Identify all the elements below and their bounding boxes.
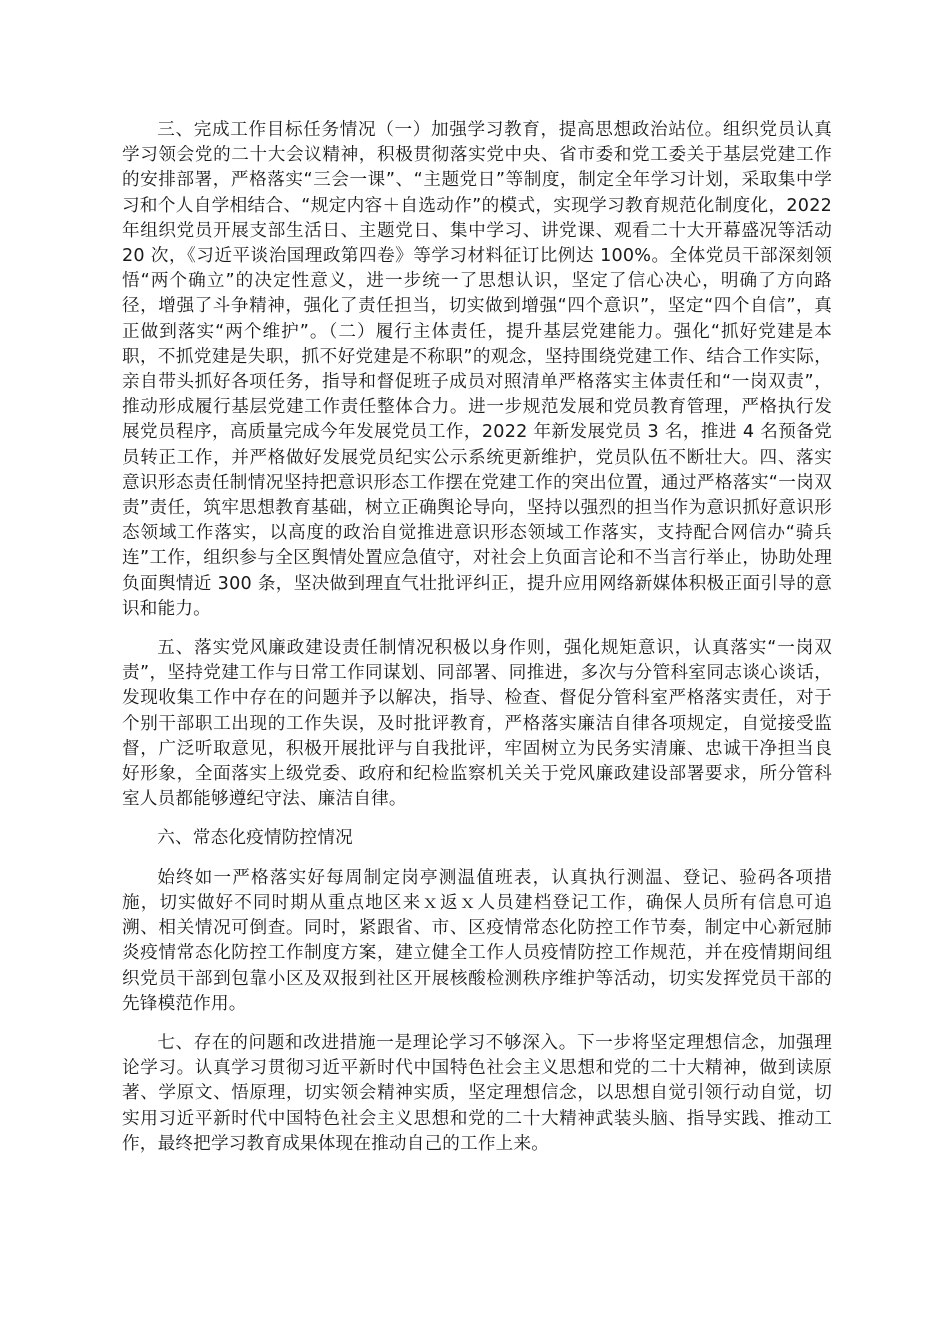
paragraph-epidemic-control: 始终如一严格落实好每周制定岗亭测温值班表，认真执行测温、登记、验码各项措施，切实做好不同时期从重点地区来ｘ返ｘ人员建档登记工作，确保人员所有信息可追溯、相关情况可倒查。同时，紧跟省、市、区疫情常态化防控工作节奏，制定中心新冠肺炎疫情常态化防控工作制度方案，建立健全工作人员疫情防控工作规范，并在疫情期间组织党员干部到包靠小区及双报到社区开展核酸检测秩序维护等活动，切实发挥党员干部的先锋模范作用。: [122, 867, 832, 1014]
section-heading-epidemic-control: 六、常态化疫情防控情况: [157, 828, 353, 849]
paragraph-problems-and-improvements: 七、存在的问题和改进措施一是理论学习不够深入。下一步将坚定理想信念，加强理论学习。认真学习贯彻习近平新时代中国特色社会主义思想和党的二十大精神，做到读原著、学原文、悟原理，切实领会精神实质，坚定理想信念，以思想自觉引领行动自觉，切实用习近平新时代中国特色社会主义思想和党的二十大精神武装头脑、指导实践、推动工作，最终把学习教育成果体现在推动自己的工作上来。: [122, 1032, 832, 1154]
document-body: [122, 118, 832, 1171]
paragraph-clean-governance: 五、落实党风廉政建设责任制情况积极以身作则，强化规矩意识，认真落实“一岗双责”，坚持党建工作与日常工作同谋划、同部署、同推进，多次与分管科室同志谈心谈话，发现收集工作中存在的问题并予以解决，指导、检查、督促分管科室严格落实责任，对于个别干部职工出现的工作失误，及时批评教育，严格落实廉洁自律各项规定，自觉接受监督，广泛听取意见，积极开展批评与自我批评，牢固树立为民务实清廉、忠诚干净担当良好形象，全面落实上级党委、政府和纪检监察机关关于党风廉政建设部署要求，所分管科室人员都能够遵纪守法、廉洁自律。: [122, 638, 832, 810]
paragraph-party-building-tasks: 三、完成工作目标任务情况（一）加强学习教育，提高思想政治站位。组织党员认真学习领会党的二十大会议精神，积极贯彻落实党中央、省市委和党工委关于基层党建工作的安排部署，严格落实“三会一课”、“主题党日”等制度，制定全年学习计划，采取集中学习和个人自学相结合、“规定内容＋自选动作”的模式，实现学习教育规范化制度化，2022 年组织党员开展支部生活日、主题党日、集中学习、讲党课、观看二十大开幕盛况等活动 20 次，《习近平谈治国理政第四卷》等学习材料征订比例达 100%。全体党员干部深刻领悟“两个确立”的决定性意义，进一步统一了思想认识，坚定了信心决心，明确了方向路径，增强了斗争精神，强化了责任担当，切实做到增强“四个意识”，坚定“四个自信”，真正做到落实“两个维护”。（二）履行主体责任，提升基层党建能力。强化“抓好党建是本职，不抓党建是失职，抓不好党建是不称职”的观念，坚持围绕党建工作、结合工作实际，亲自带头抓好各项任务，指导和督促班子成员对照清单严格落实主体责任和“一岗双责”，推动形成履行基层党建工作责任整体合力。进一步规范发展和党员教育管理，严格执行发展党员程序，高质量完成今年发展党员工作，2022 年新发展党员 3 名，推进 4 名预备党员转正工作，并严格做好发展党员纪实公示系统更新维护，党员队伍不断壮大。四、落实意识形态责任制情况坚持把意识形态工作摆在党建工作的突出位置，通过严格落实“一岗双责”责任，筑牢思想教育基础，树立正确舆论导向，坚持以强烈的担当作为意识抓好意识形态领域工作落实，以高度的政治自觉推进意识形态领域工作落实，支持配合网信办“骑兵连”工作，组织参与全区舆情处置应急值守，对社会上负面言论和不当言行举止，协助处理负面舆情近 300 条，坚决做到理直气壮批评纠正，提升应用网络新媒体积极正面引导的意识和能力。: [122, 120, 832, 619]
